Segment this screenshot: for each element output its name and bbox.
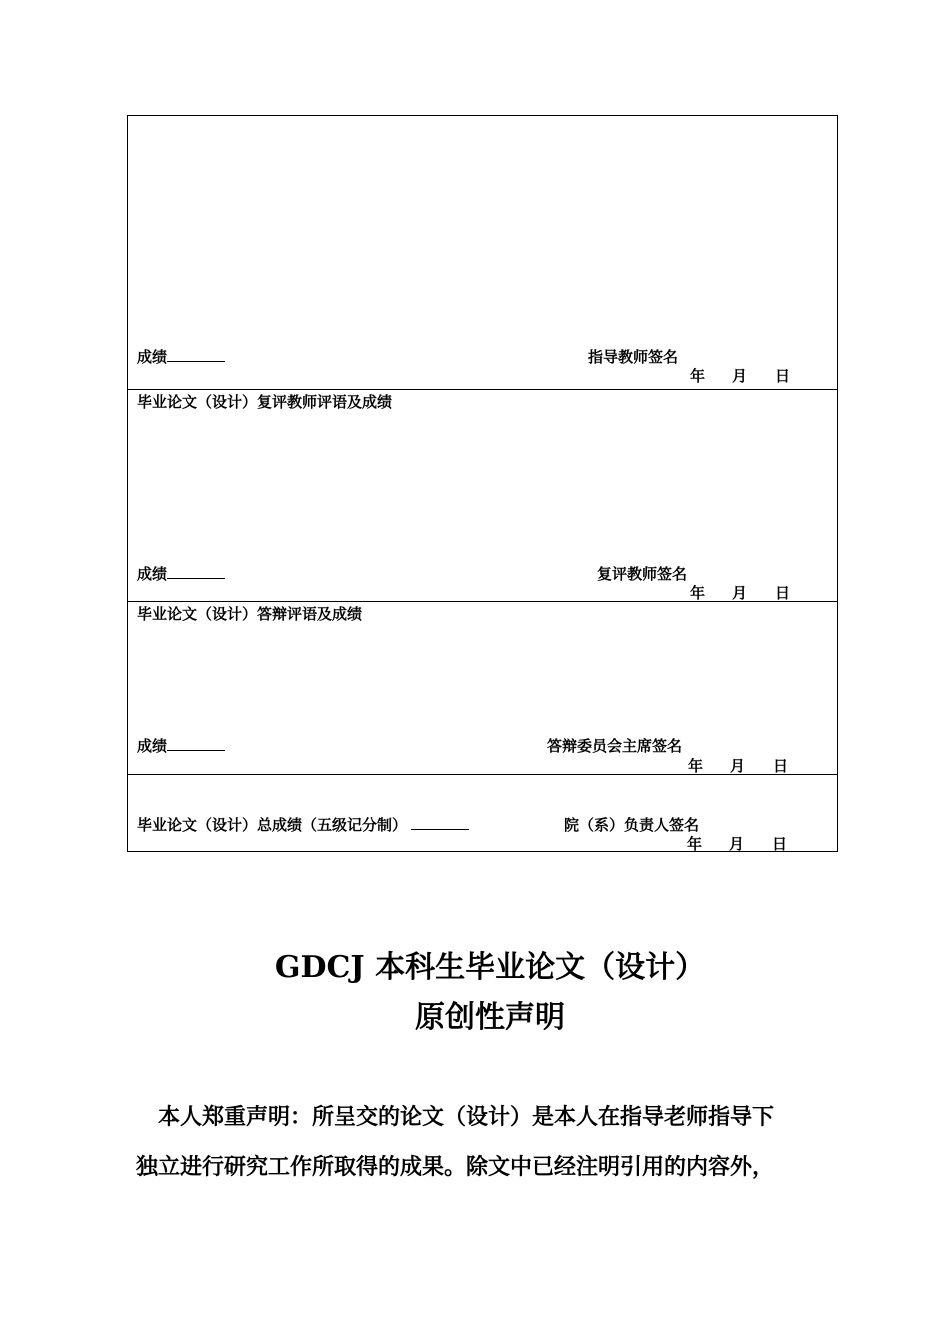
- defense-date-year: 年: [688, 757, 704, 775]
- total-date-day: 日: [772, 835, 788, 853]
- total-date-year: 年: [687, 835, 703, 853]
- evaluation-form-table: [127, 115, 838, 852]
- reviewer-date-year: 年: [690, 584, 706, 602]
- declaration-title-line1: GDCJ 本科生毕业论文（设计）: [274, 950, 706, 985]
- total-grade-section: [128, 775, 837, 853]
- reviewer-signature-label: 复评教师签名: [597, 565, 688, 583]
- reviewer-date-day: 日: [775, 584, 791, 602]
- grade-label: 成绩: [137, 348, 168, 366]
- declaration-title-line2: 原创性声明: [415, 1000, 565, 1035]
- declaration-paragraph-line2: 独立进行研究工作所取得的成果。除文中已经注明引用的内容外，: [136, 1154, 775, 1180]
- reviewer-date-month: 月: [732, 584, 748, 602]
- declaration-paragraph-line1: 本人郑重声明：所呈交的论文（设计）是本人在指导老师指导下: [136, 1104, 775, 1130]
- reviewer-section-heading: 毕业论文（设计）复评教师评语及成绩: [137, 393, 393, 411]
- total-grade-field: [137, 816, 469, 834]
- total-grade-blank-line[interactable]: [411, 816, 469, 830]
- grade-blank-line[interactable]: [167, 737, 225, 751]
- total-date-month: 月: [729, 835, 745, 853]
- defense-date-month: 月: [730, 757, 746, 775]
- advisor-grade-field: [137, 348, 225, 366]
- defense-date-day: 日: [773, 757, 789, 775]
- grade-label: 成绩: [137, 737, 168, 755]
- advisor-date-day: 日: [775, 367, 791, 385]
- advisor-signature-label: 指导教师签名: [588, 348, 679, 366]
- defense-grade-field: [137, 737, 225, 755]
- total-grade-label: 毕业论文（设计）总成绩（五级记分制）: [137, 816, 408, 834]
- advisor-date-year: 年: [690, 367, 706, 385]
- defense-section-heading: 毕业论文（设计）答辩评语及成绩: [137, 605, 363, 623]
- grade-blank-line[interactable]: [167, 348, 225, 362]
- grade-blank-line[interactable]: [167, 565, 225, 579]
- defense-comment-section: [128, 602, 837, 775]
- advisor-comment-section: [128, 116, 837, 390]
- grade-label: 成绩: [137, 565, 168, 583]
- dept-head-signature-label: 院（系）负责人签名: [564, 816, 700, 834]
- defense-signature-label: 答辩委员会主席签名: [547, 737, 683, 755]
- advisor-date-month: 月: [732, 367, 748, 385]
- reviewer-comment-section: [128, 390, 837, 602]
- reviewer-grade-field: [137, 565, 225, 583]
